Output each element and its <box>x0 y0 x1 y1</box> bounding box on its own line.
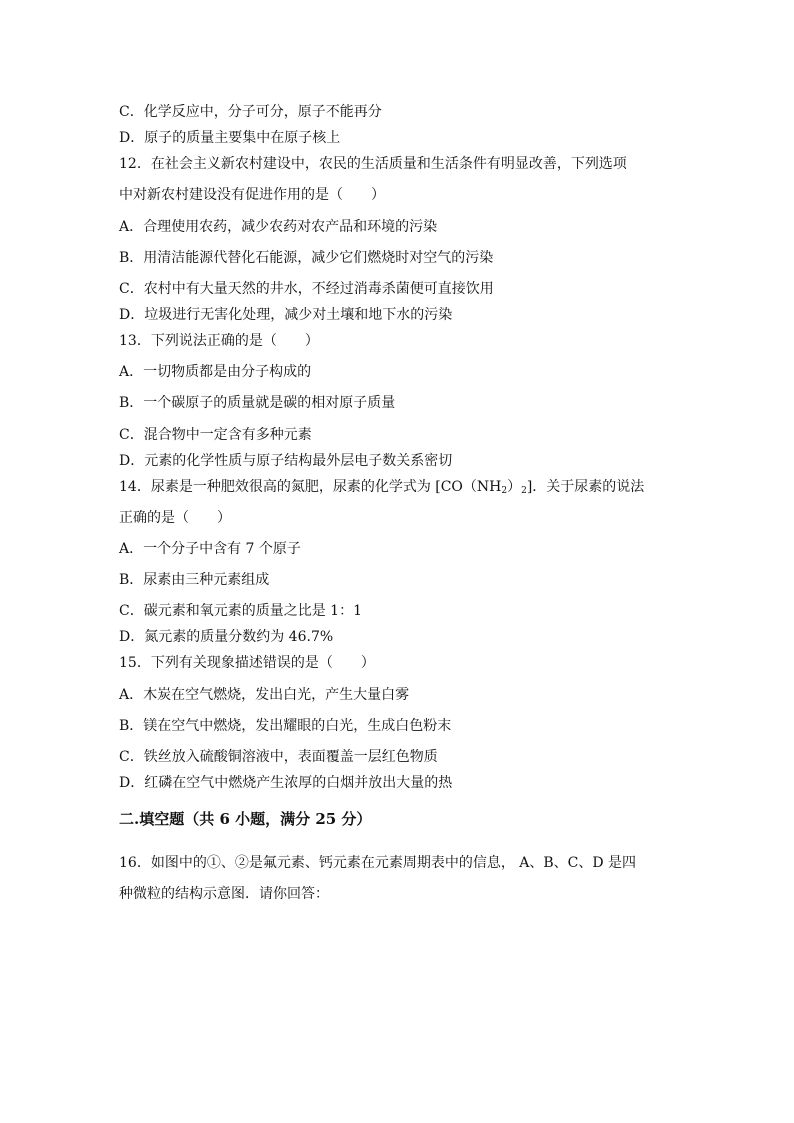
q12-option-b: B．用清洁能源代替化石能源，减少它们燃烧时对空气的污染 <box>119 250 494 266</box>
q13-option-c: C．混合物中一定含有多种元素 <box>119 427 312 443</box>
q15-option-c: C．铁丝放入硫酸铜溶液中，表面覆盖一层红色物质 <box>119 749 438 765</box>
q11-option-d: D．原子的质量主要集中在原子核上 <box>119 130 341 146</box>
q13-option-d: D．元素的化学性质与原子结构最外层电子数关系密切 <box>119 453 453 469</box>
q16-stem-line2: 种微粒的结构示意图．请你回答： <box>119 886 329 902</box>
q14-option-c: C．碳元素和氧元素的质量之比是 1：1 <box>119 603 362 619</box>
q15-option-b: B．镁在空气中燃烧，发出耀眼的白光，生成白色粉末 <box>119 718 452 734</box>
q12-stem-line1: 12．在社会主义新农村建设中，农民的生活质量和生活条件有明显改善，下列选项 <box>119 156 627 172</box>
q12-option-c: C．农村中有大量天然的井水，不经过消毒杀菌便可直接饮用 <box>119 281 494 297</box>
section-heading: 二.填空题（共 6 小题，满分 25 分） <box>119 810 372 828</box>
q15-stem: 15．下列有关现象描述错误的是（ ） <box>119 655 375 671</box>
q14-option-d: D．氮元素的质量分数约为 46.7% <box>119 629 334 645</box>
q14-subscript-2: 2 <box>521 486 527 496</box>
q13-option-b: B．一个碳原子的质量就是碳的相对原子质量 <box>119 395 396 411</box>
q16-stem-line1: 16．如图中的①、②是氟元素、钙元素在元素周期表中的信息， A、B、C、D 是四 <box>119 855 637 871</box>
q15-option-d: D．红磷在空气中燃烧产生浓厚的白烟并放出大量的热 <box>119 775 453 791</box>
q14-stem-line1 <box>119 478 644 496</box>
q12-stem-line2: 中对新农村建设没有促进作用的是（ ） <box>119 187 385 203</box>
q11-option-c: C．化学反应中，分子可分，原子不能再分 <box>119 104 382 120</box>
q13-option-a: A．一切物质都是由分子构成的 <box>119 364 312 380</box>
q14-stem-mid: ） <box>507 479 522 495</box>
q15-option-a: A．木炭在空气燃烧，发出白光，产生大量白雾 <box>119 687 410 703</box>
q14-stem-line2: 正确的是（ ） <box>119 510 231 526</box>
q14-subscript-1: 2 <box>501 486 508 496</box>
q14-option-b: B．尿素由三种元素组成 <box>119 572 270 588</box>
q13-stem: 13．下列说法正确的是（ ） <box>119 333 319 349</box>
q12-option-a: A．合理使用农药，减少农药对农产品和环境的污染 <box>119 219 438 235</box>
q14-stem-prefix: 14．尿素是一种肥效很高的氮肥，尿素的化学式为 [CO（NH <box>119 479 502 495</box>
q12-option-d: D．垃圾进行无害化处理，减少对土壤和地下水的污染 <box>119 307 453 323</box>
q14-option-a: A．一个分子中含有 7 个原子 <box>119 541 301 557</box>
q14-stem-suffix: ]．关于尿素的说法 <box>526 479 645 495</box>
